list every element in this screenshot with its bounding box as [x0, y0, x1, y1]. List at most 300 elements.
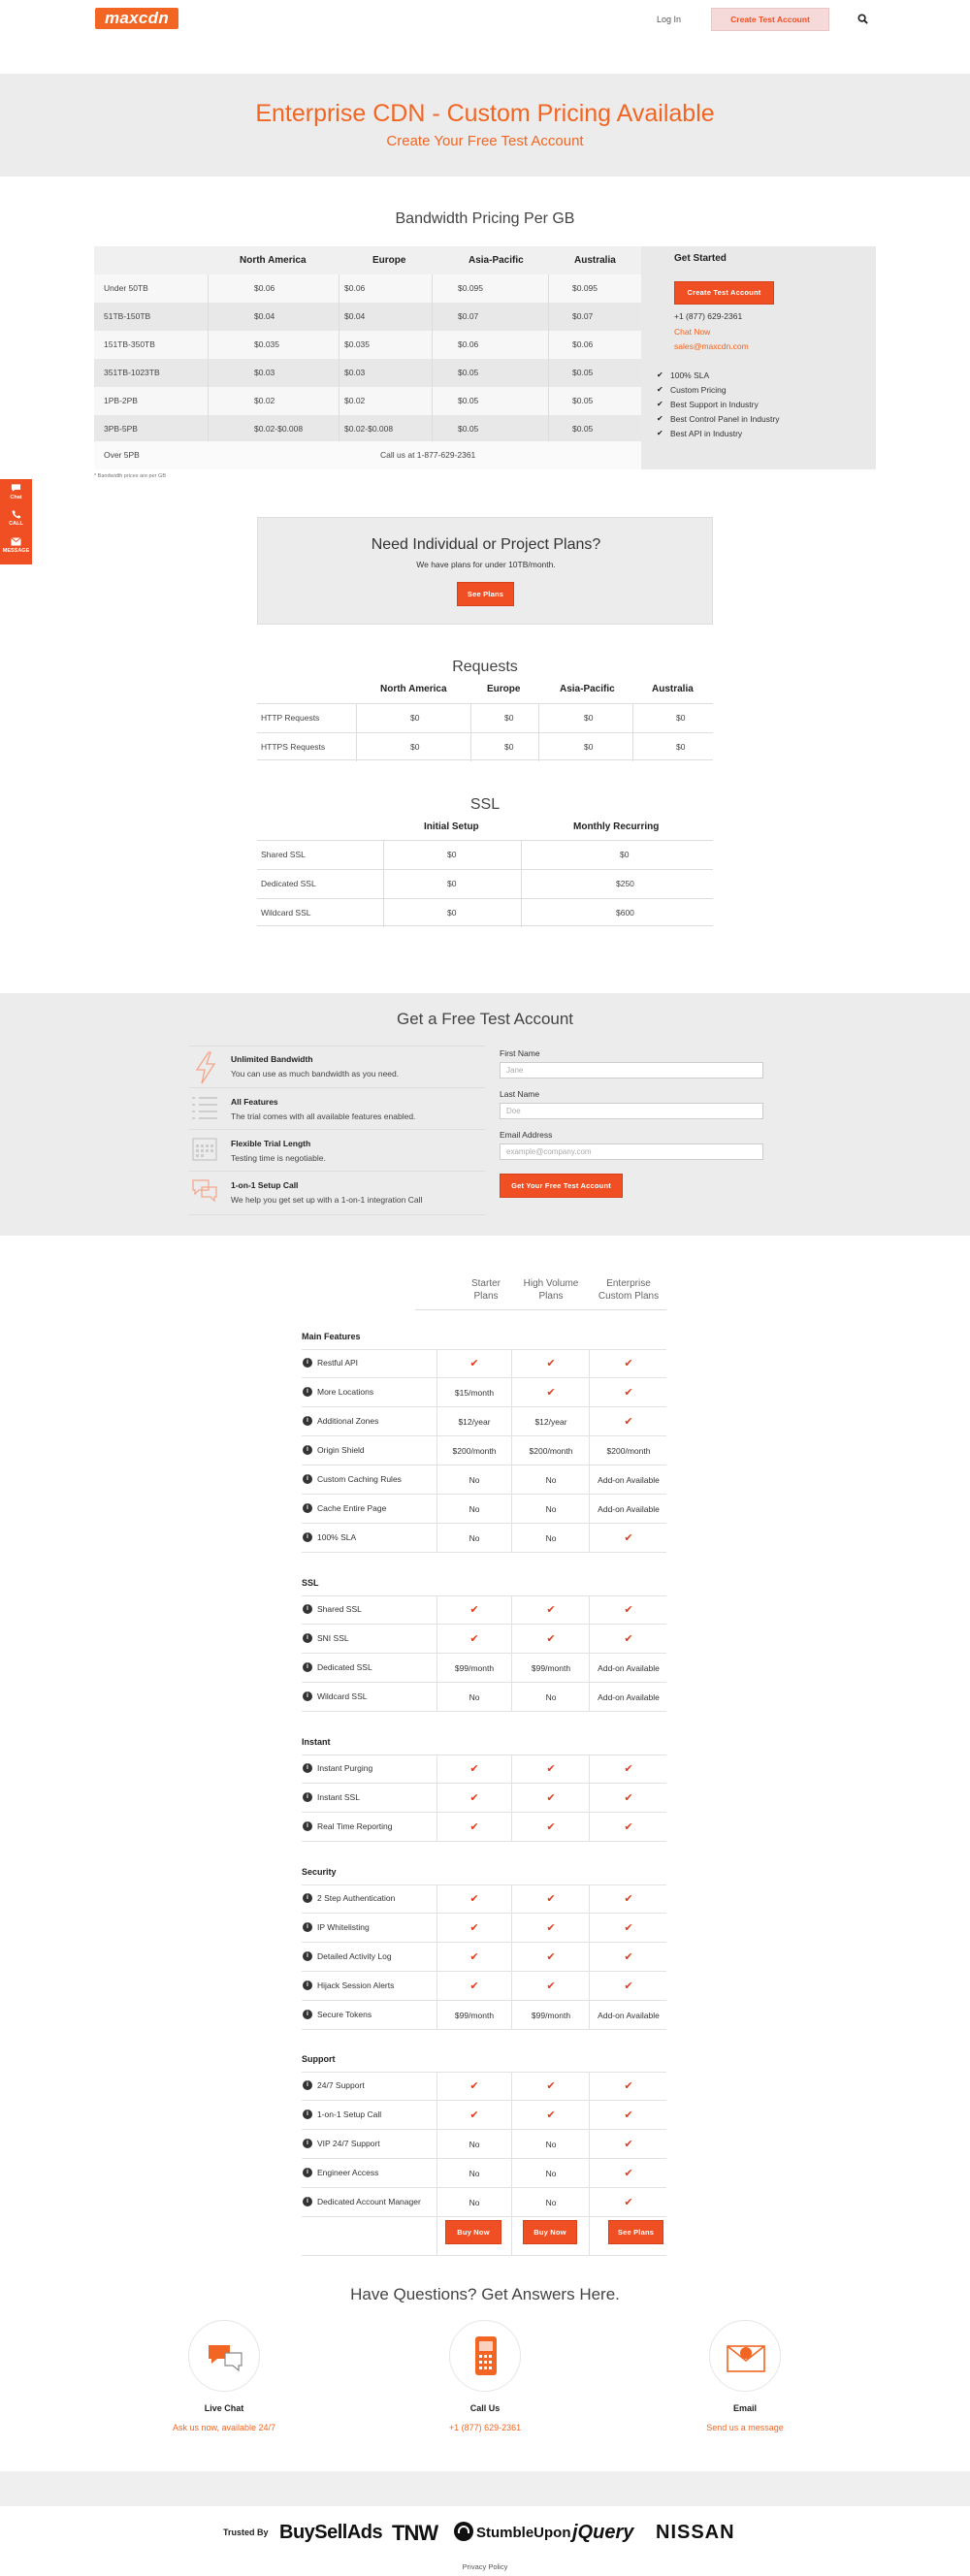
chat-now-link[interactable]: Chat Now [674, 327, 711, 337]
envelope-icon [726, 2340, 766, 2373]
row-label: Under 50TB [104, 283, 148, 293]
email-label: Email Address [500, 1130, 553, 1140]
feature-label: VIP 24/7 Support [317, 2139, 380, 2148]
feature-value-check: ✔ [546, 1604, 556, 1616]
feature-value-check: ✔ [469, 1792, 479, 1804]
table-row [257, 898, 713, 926]
price-cell: $0 [447, 850, 457, 859]
feature-value-check: ✔ [469, 2080, 479, 2092]
info-icon[interactable]: i [303, 1922, 312, 1932]
price-cell: $0 [676, 742, 686, 752]
feature-value-check: ✔ [624, 2168, 633, 2179]
feature-value: $200/month [606, 1446, 651, 1456]
feature-row [302, 1524, 666, 1553]
info-icon[interactable]: i [303, 1662, 312, 1672]
create-test-account-button[interactable]: Create Test Account [711, 8, 829, 31]
plan-name: High Volume [523, 1278, 579, 1289]
get-free-test-account-button[interactable]: Get Your Free Test Account [500, 1174, 623, 1198]
price-cell: $0.03 [344, 368, 366, 377]
plan-header-starter [457, 1277, 515, 1303]
feature-check-item: ✔ Best Support in Industry [670, 400, 759, 409]
feature-value-check: ✔ [546, 1763, 556, 1775]
feature-value-check: ✔ [469, 1922, 479, 1934]
column-divider [538, 733, 539, 761]
column-divider [589, 2215, 590, 2255]
table-row [257, 869, 713, 897]
feature-value-check: ✔ [624, 2109, 633, 2121]
bandwidth-footnote: * Bandwidth prices are per GB [94, 473, 166, 479]
row-label: 351TB-1023TB [104, 368, 160, 377]
bandwidth-header-row [94, 246, 641, 274]
feature-check-item: ✔ Best API in Industry [670, 429, 742, 438]
first-name-label: First Name [500, 1048, 540, 1058]
feature-value-check: ✔ [469, 1893, 479, 1905]
table-row [257, 840, 713, 868]
price-cell: $0.05 [572, 368, 594, 377]
live-chat-circle [188, 2320, 260, 2392]
info-icon[interactable]: i [303, 1416, 312, 1426]
info-icon[interactable]: i [303, 1358, 312, 1368]
feature-value-check: ✔ [546, 1792, 556, 1804]
price-cell: $0 [447, 908, 457, 918]
feature-label: Wildcard SSL [317, 1691, 368, 1701]
free-test-section [0, 993, 970, 1236]
info-icon[interactable]: i [303, 1691, 312, 1701]
plan-header-rule [415, 1309, 666, 1310]
feature-label: Dedicated SSL [317, 1662, 372, 1672]
feature-value: $99/month [531, 2011, 571, 2020]
feature-label: Restful API [317, 1358, 359, 1368]
price-cell: $0 [584, 713, 594, 723]
side-chat-button[interactable] [0, 483, 32, 500]
info-icon[interactable]: i [303, 1532, 312, 1542]
bandwidth-title: Bandwidth Pricing Per GB [395, 210, 575, 227]
info-icon[interactable]: i [303, 1951, 312, 1961]
feature-value-check: ✔ [546, 1387, 556, 1399]
info-icon[interactable]: i [303, 2168, 312, 2177]
feature-desc: You can use as much bandwidth as you need. [231, 1069, 400, 1079]
feature-desc: The trial comes with all available features enabled. [231, 1111, 416, 1121]
feature-value: No [469, 2169, 480, 2178]
feature-row [302, 2101, 666, 2130]
feature-value: No [469, 1692, 480, 1702]
individual-plans-box [257, 517, 713, 625]
side-message-label: MESSAGE [2, 548, 30, 554]
price-cell: $600 [616, 908, 634, 918]
feature-value: No [469, 1475, 480, 1485]
email-circle [709, 2320, 781, 2392]
side-message-button[interactable] [0, 537, 32, 554]
questions-title: Have Questions? Get Answers Here. [350, 2285, 620, 2303]
email-title: Email [732, 2403, 757, 2413]
login-link[interactable]: Log In [657, 15, 682, 24]
feature-label: SNI SSL [317, 1633, 349, 1643]
column-divider [470, 704, 471, 732]
feature-value-check: ✔ [546, 1633, 556, 1645]
chat-bubbles-icon [206, 2339, 244, 2374]
feature-value-check: ✔ [469, 1821, 479, 1833]
table-row [257, 703, 713, 731]
list-icon [190, 1092, 219, 1121]
price-cell: $0.07 [572, 311, 594, 321]
get-started-title: Get Started [674, 253, 727, 264]
plan-name: Enterprise [606, 1278, 651, 1289]
feature-label: 100% SLA [317, 1532, 357, 1542]
plan-sub: Custom Plans [598, 1291, 660, 1302]
feature-label: IP Whitelisting [317, 1922, 370, 1932]
price-cell: $0.06 [344, 283, 366, 293]
feature-value: $12/year [458, 1417, 491, 1427]
info-icon[interactable]: i [303, 1792, 312, 1802]
footer-bar [0, 2471, 970, 2506]
feature-value-check: ✔ [546, 1922, 556, 1934]
feature-value-check: ✔ [624, 1604, 633, 1616]
feature-title: Unlimited Bandwidth [231, 1054, 313, 1064]
col-header: Australia [574, 255, 616, 266]
phone-icon [471, 2334, 501, 2378]
feature-value-check: ✔ [546, 1951, 556, 1963]
price-cell: $250 [616, 879, 634, 888]
first-name-field[interactable]: Jane [500, 1062, 763, 1079]
feature-value: Add-on Available [598, 1475, 660, 1485]
feature-title: Flexible Trial Length [231, 1139, 311, 1148]
call-us-circle [449, 2320, 521, 2392]
side-call-button[interactable] [0, 509, 32, 527]
info-icon[interactable]: i [303, 2139, 312, 2148]
row-label: HTTPS Requests [261, 742, 326, 752]
feature-value: $200/month [452, 1446, 497, 1456]
col-header: North America [380, 684, 447, 694]
col-header: Asia-Pacific [469, 255, 524, 266]
price-cell: $0.02 [344, 396, 366, 405]
feature-value: No [545, 2198, 557, 2207]
table-row [94, 415, 641, 443]
feature-value-check: ✔ [546, 1893, 556, 1905]
feature-section-title: Main Features [302, 1332, 361, 1341]
last-name-label: Last Name [500, 1089, 540, 1099]
feature-label: Secure Tokens [317, 2010, 372, 2019]
column-divider [521, 870, 522, 898]
feature-value: No [469, 2140, 480, 2149]
feature-value-check: ✔ [469, 1633, 479, 1645]
feature-label: Instant Purging [317, 1763, 373, 1773]
price-cell: $0.095 [458, 283, 483, 293]
feature-value-check: ✔ [624, 1763, 633, 1775]
row-label: 51TB-150TB [104, 311, 151, 321]
brand-logo: BuySellAds [279, 2522, 383, 2543]
feature-row [302, 2072, 666, 2101]
plans-box-subtitle: We have plans for under 10TB/month. [416, 560, 556, 569]
brand-logo: jQuery [572, 2522, 634, 2543]
trusted-by-label: Trusted By [223, 2528, 269, 2537]
info-icon[interactable]: i [303, 2109, 312, 2119]
row-label: 151TB-350TB [104, 339, 155, 349]
table-row [257, 732, 713, 760]
live-chat-title: Live Chat [204, 2403, 244, 2413]
free-test-title: Get a Free Test Account [396, 1010, 574, 1028]
contact-side-widget [0, 479, 32, 564]
price-cell: $0 [620, 850, 630, 859]
feature-value: Add-on Available [598, 2011, 660, 2020]
feature-check-item: ✔ 100% SLA [670, 370, 709, 380]
feature-value: No [469, 2198, 480, 2207]
info-icon[interactable]: i [303, 1821, 312, 1831]
sales-email-link[interactable]: sales@maxcdn.com [674, 341, 749, 351]
last-name-field[interactable]: Doe [500, 1103, 763, 1119]
price-cell: $0 [584, 742, 594, 752]
table-row [94, 303, 641, 331]
feature-label: 2 Step Authentication [317, 1893, 396, 1903]
feature-value: No [545, 2169, 557, 2178]
feature-desc: We help you get set up with a 1-on-1 integration Call [231, 1195, 423, 1205]
call-us-link[interactable]: +1 (877) 629-2361 [448, 2423, 522, 2432]
col-header: Initial Setup [424, 821, 479, 832]
info-icon[interactable]: i [303, 1893, 312, 1903]
feature-label: Instant SSL [317, 1792, 360, 1802]
price-cell: $0.05 [572, 424, 594, 434]
feature-label: Detailed Activity Log [317, 1951, 392, 1961]
call-us-title: Call Us [469, 2403, 501, 2413]
info-icon[interactable]: i [303, 1387, 312, 1397]
feature-desc: Testing time is negotiable. [231, 1153, 326, 1163]
info-icon[interactable]: i [303, 1474, 312, 1484]
price-cell: $0.04 [344, 311, 366, 321]
privacy-policy-link[interactable]: Privacy Policy [462, 2562, 508, 2571]
requests-title: Requests [452, 659, 518, 675]
phone-number[interactable]: +1 (877) 629-2361 [674, 311, 743, 321]
column-divider [383, 841, 384, 869]
row-label: 1PB-2PB [104, 396, 138, 405]
feature-row [302, 1595, 666, 1625]
price-cell: $0.06 [254, 283, 275, 293]
feature-label: Custom Caching Rules [317, 1474, 402, 1484]
info-icon[interactable]: i [303, 1604, 312, 1614]
feature-label: Additional Zones [317, 1416, 379, 1426]
feature-row [302, 1349, 666, 1378]
column-divider [383, 870, 384, 898]
feature-value: No [545, 1504, 557, 1514]
col-header: Europe [372, 255, 406, 266]
feature-row [302, 2159, 666, 2188]
feature-row [302, 1495, 666, 1524]
price-cell: $0.095 [572, 283, 598, 293]
feature-value-check: ✔ [469, 2109, 479, 2121]
feature-value-check: ✔ [546, 2109, 556, 2121]
feature-value-check: ✔ [624, 1792, 633, 1804]
plan-sub: Plans [473, 1291, 499, 1302]
speech-bubbles-icon [190, 1177, 219, 1203]
feature-row [302, 1625, 666, 1654]
feature-value-check: ✔ [546, 1980, 556, 1992]
feature-value-check: ✔ [469, 1763, 479, 1775]
email-link[interactable]: Send us a message [706, 2423, 784, 2432]
row-label: Over 5PB [104, 450, 140, 460]
create-test-account-button[interactable]: Create Test Account [674, 281, 774, 305]
feature-value-check: ✔ [624, 1358, 633, 1369]
plan-sub: Plans [538, 1291, 564, 1302]
hero-subtitle: Create Your Free Test Account [386, 133, 584, 149]
price-cell: $0.02 [254, 396, 275, 405]
plans-box-title: Need Individual or Project Plans? [371, 536, 601, 553]
row-label: Dedicated SSL [261, 879, 316, 888]
feature-value-check: ✔ [624, 1821, 633, 1833]
buy-now-high-volume-button[interactable]: Buy Now [523, 2220, 577, 2244]
table-row [94, 274, 641, 303]
live-chat-link[interactable]: Ask us now, available 24/7 [172, 2423, 276, 2432]
buy-now-starter-button[interactable]: Buy Now [445, 2220, 501, 2244]
column-divider [356, 704, 357, 732]
price-cell: $0.05 [572, 396, 594, 405]
lightning-icon [192, 1050, 219, 1085]
feature-label: Engineer Access [317, 2168, 379, 2177]
price-cell: $0 [410, 713, 420, 723]
feature-row [302, 1884, 666, 1914]
feature-value-check: ✔ [624, 1951, 633, 1963]
info-icon[interactable]: i [303, 2010, 312, 2019]
feature-value-check: ✔ [624, 1387, 633, 1399]
column-divider [436, 2215, 437, 2255]
feature-row [302, 2001, 666, 2030]
feature-row [302, 1914, 666, 1943]
see-plans-button[interactable]: See Plans [457, 582, 514, 606]
feature-check-item: ✔ Custom Pricing [670, 385, 727, 395]
feature-value-check: ✔ [624, 2080, 633, 2092]
feature-section-title: Security [302, 1867, 337, 1877]
col-header: North America [240, 255, 307, 266]
table-bottom-rule [302, 2255, 666, 2256]
feature-label: Hijack Session Alerts [317, 1980, 395, 1990]
column-divider [521, 899, 522, 927]
feature-value: $12/year [534, 1417, 567, 1427]
feature-value-check: ✔ [624, 1893, 633, 1905]
info-icon[interactable]: i [303, 2197, 312, 2206]
price-cell: $0.035 [344, 339, 370, 349]
feature-label: Origin Shield [317, 1445, 365, 1455]
feature-value-check: ✔ [469, 1358, 479, 1369]
info-icon[interactable]: i [303, 1445, 312, 1455]
feature-value-check: ✔ [469, 1604, 479, 1616]
column-divider [632, 733, 633, 761]
price-cell: $0.04 [254, 311, 275, 321]
price-cell: $0 [504, 713, 514, 723]
feature-row [302, 2188, 666, 2217]
table-row [94, 441, 641, 469]
feature-row [302, 1407, 666, 1436]
search-icon[interactable] [857, 14, 868, 24]
feature-row [302, 1378, 666, 1407]
feature-check-item: ✔ Best Control Panel in Industry [670, 414, 779, 424]
col-header: Monthly Recurring [573, 821, 660, 832]
feature-row [302, 1654, 666, 1683]
feature-row [302, 1683, 666, 1712]
info-icon[interactable]: i [303, 1503, 312, 1513]
col-header: Australia [652, 684, 694, 694]
feature-value-check: ✔ [546, 2080, 556, 2092]
price-cell: $0.02-$0.008 [344, 424, 394, 434]
email-field[interactable]: example@company.com [500, 1143, 763, 1160]
price-cell: $0.05 [458, 424, 479, 434]
feature-label: Real Time Reporting [317, 1821, 393, 1831]
plan-header-enterprise [590, 1277, 667, 1303]
column-divider [538, 704, 539, 732]
feature-value-check: ✔ [624, 1980, 633, 1992]
feature-label: Dedicated Account Manager [317, 2197, 421, 2206]
feature-value: Add-on Available [598, 1663, 660, 1673]
column-divider [383, 899, 384, 927]
column-divider [521, 841, 522, 869]
feature-label: 24/7 Support [317, 2080, 365, 2090]
feature-value-check: ✔ [546, 1821, 556, 1833]
feature-value: $99/month [531, 1663, 571, 1673]
info-icon[interactable]: i [303, 1980, 312, 1990]
feature-row [302, 1755, 666, 1784]
bandwidth-table [94, 246, 876, 469]
price-cell: $0.07 [458, 311, 479, 321]
feature-title: 1-on-1 Setup Call [231, 1180, 299, 1190]
feature-value: No [545, 2140, 557, 2149]
feature-value-check: ✔ [624, 1416, 633, 1428]
feature-row [302, 1436, 666, 1465]
info-icon[interactable]: i [303, 1633, 312, 1643]
feature-value-check: ✔ [624, 2197, 633, 2208]
price-cell: $0 [447, 879, 457, 888]
table-row [94, 359, 641, 387]
info-icon[interactable]: i [303, 2080, 312, 2090]
info-icon[interactable]: i [303, 1763, 312, 1773]
feature-value: $200/month [529, 1446, 573, 1456]
feature-label: 1-on-1 Setup Call [317, 2109, 382, 2119]
plan-name: Starter [470, 1278, 501, 1289]
row-label: 3PB-5PB [104, 424, 138, 434]
col-header: Asia-Pacific [560, 684, 615, 694]
brand-logo: StumbleUpon [476, 2525, 571, 2541]
plan-header-high-volume [515, 1277, 587, 1303]
feature-value-check: ✔ [624, 1633, 633, 1645]
see-plans-enterprise-button[interactable]: See Plans [608, 2220, 663, 2244]
feature-section-title: Instant [302, 1737, 331, 1747]
maxcdn-logo[interactable]: maxcdn [95, 8, 178, 29]
feature-value: No [469, 1504, 480, 1514]
price-cell: $0.03 [254, 368, 275, 377]
price-cell: $0.02-$0.008 [254, 424, 304, 434]
price-cell: $0.06 [572, 339, 594, 349]
brand-logo: NISSAN [656, 2522, 735, 2543]
price-cell: $0.035 [254, 339, 279, 349]
feature-value-check: ✔ [624, 1922, 633, 1934]
side-chat-label: Chat [10, 495, 22, 500]
feature-section-title: SSL [302, 1578, 319, 1588]
col-header: Europe [487, 684, 521, 694]
price-cell: $0 [504, 742, 514, 752]
table-row [94, 387, 641, 415]
row-label: HTTP Requests [261, 713, 320, 723]
calendar-icon [191, 1135, 218, 1162]
feature-label: Shared SSL [317, 1604, 362, 1614]
call-text: Call us at 1-877-629-2361 [380, 450, 476, 460]
feature-row [302, 2130, 666, 2159]
hero-title: Enterprise CDN - Custom Pricing Available [255, 100, 715, 127]
feature-value: No [545, 1533, 557, 1543]
feature-value: $99/month [454, 2011, 495, 2020]
feature-value-check: ✔ [469, 1951, 479, 1963]
feature-value: Add-on Available [598, 1692, 660, 1702]
table-row [94, 331, 641, 359]
get-started-panel [641, 246, 876, 469]
feature-row [302, 1465, 666, 1495]
feature-row [302, 1972, 666, 2001]
chat-icon [11, 483, 21, 493]
feature-title: All Features [231, 1097, 278, 1107]
